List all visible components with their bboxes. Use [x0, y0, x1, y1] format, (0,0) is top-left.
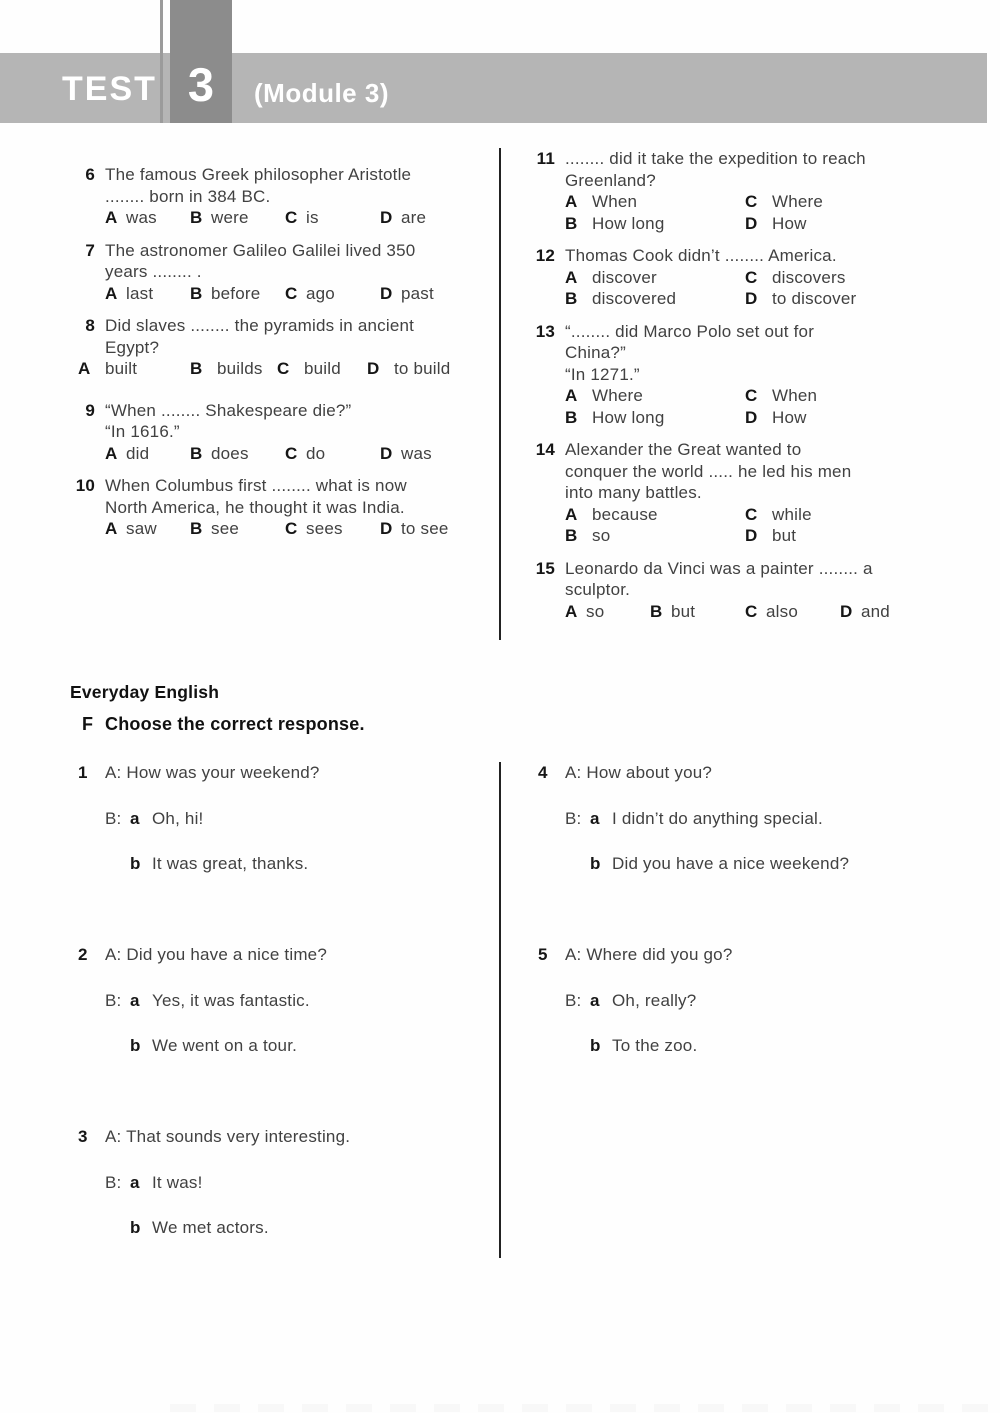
option-text: but: [671, 601, 696, 621]
speaker-b-label: B:: [105, 990, 122, 1010]
grammar-right-column: [520, 148, 990, 633]
question-number: 8: [85, 316, 95, 335]
question-text: years ........ .: [105, 262, 202, 281]
option-a[interactable]: [565, 385, 745, 407]
option-letter: B: [190, 443, 203, 463]
option-a[interactable]: [565, 191, 745, 213]
answer-options: [105, 518, 497, 540]
option-letter: C: [285, 519, 298, 538]
option-d[interactable]: [745, 407, 990, 429]
option-b[interactable]: [190, 358, 277, 380]
option-b[interactable]: [565, 213, 745, 235]
option-d[interactable]: [380, 518, 449, 540]
item-number: 4: [538, 763, 548, 782]
exercise-letter: F: [82, 714, 94, 734]
question-11: [520, 148, 990, 234]
question-text: “In 1616.”: [105, 422, 180, 441]
option-text: was: [401, 443, 432, 463]
option-letter: B: [565, 526, 578, 545]
option-letter: C: [745, 504, 758, 524]
option-letter: B: [565, 407, 578, 427]
question-text: ........ did it take the expedition to reach: [565, 149, 866, 168]
question-number: 9: [85, 400, 95, 420]
option-c[interactable]: [285, 207, 380, 229]
item-number: 5: [538, 945, 548, 964]
question-text: conquer the world ..... he led his men: [565, 461, 852, 481]
response-b-letter[interactable]: b: [130, 854, 141, 873]
question-number: 10: [75, 476, 95, 495]
option-c[interactable]: [745, 504, 990, 526]
option-letter: B: [650, 601, 663, 621]
question-8: [60, 315, 497, 380]
scan-artifact: [170, 1404, 990, 1412]
option-letter: A: [565, 504, 578, 524]
option-text: are: [401, 208, 427, 227]
question-number: 12: [535, 246, 555, 265]
option-text: and: [861, 601, 890, 621]
option-text: last: [126, 283, 154, 303]
option-text: to build: [394, 359, 451, 378]
option-text: ago: [306, 283, 335, 303]
option-text: because: [592, 504, 658, 524]
option-text: so: [586, 601, 605, 621]
response-a-text[interactable]: Oh, really?: [612, 990, 697, 1010]
option-letter: C: [745, 267, 758, 287]
answer-options: [78, 358, 497, 380]
option-letter: D: [840, 601, 853, 621]
option-b[interactable]: [565, 288, 745, 310]
question-number: 15: [535, 558, 555, 578]
question-15: [520, 558, 990, 623]
option-text: while: [772, 504, 812, 524]
option-c[interactable]: [745, 191, 990, 213]
option-a[interactable]: [105, 283, 190, 305]
dialogue-item-3: [78, 1126, 518, 1263]
option-text: sees: [306, 519, 343, 538]
option-text: see: [211, 519, 240, 538]
response-b-text[interactable]: We met actors.: [152, 1218, 269, 1237]
option-d[interactable]: [745, 288, 990, 310]
response-b-letter[interactable]: b: [590, 854, 601, 873]
option-text: How: [772, 213, 807, 233]
option-c[interactable]: [285, 283, 380, 305]
option-letter: C: [745, 192, 758, 211]
option-text: past: [401, 283, 434, 303]
speaker-b-label: B:: [565, 808, 582, 828]
option-text: before: [211, 283, 261, 303]
dialogue-item-5: [538, 944, 978, 1081]
module-label: (Module 3): [254, 78, 389, 108]
option-text: discover: [592, 267, 657, 287]
option-c[interactable]: [745, 385, 990, 407]
response-a-letter[interactable]: a: [590, 808, 600, 828]
test-label: TEST: [62, 70, 157, 108]
option-letter: B: [190, 519, 203, 538]
option-text: did: [126, 443, 150, 463]
option-letter: A: [105, 519, 118, 538]
option-text: When: [592, 192, 638, 211]
option-text: was: [126, 208, 157, 227]
response-a-letter[interactable]: a: [590, 990, 600, 1010]
speaker-a-line: A: How about you?: [565, 763, 713, 782]
option-letter: A: [78, 359, 91, 378]
question-text: Leonardo da Vinci was a painter ........ a: [565, 558, 873, 578]
column-divider-top: [499, 148, 501, 640]
question-text: Greenland?: [565, 170, 656, 190]
question-12: [520, 245, 990, 310]
response-b-text[interactable]: It was great, thanks.: [152, 854, 309, 873]
option-b[interactable]: [190, 518, 285, 540]
response-b-text[interactable]: We went on a tour.: [152, 1036, 298, 1055]
response-a-text[interactable]: Yes, it was fantastic.: [152, 990, 310, 1010]
answer-options: [105, 443, 497, 465]
option-d[interactable]: [745, 525, 990, 547]
question-number: 14: [535, 440, 555, 459]
option-a[interactable]: [105, 518, 190, 540]
option-text: When: [772, 386, 818, 405]
response-a-text[interactable]: It was!: [152, 1172, 203, 1192]
question-14: [520, 439, 990, 547]
question-9: [60, 400, 497, 465]
option-letter: A: [565, 192, 578, 211]
dialogue-item-4: [538, 762, 978, 899]
question-text: The famous Greek philosopher Aristotle: [105, 165, 412, 184]
option-a[interactable]: [78, 358, 190, 380]
option-a[interactable]: [565, 504, 745, 526]
option-text: is: [306, 208, 319, 227]
option-text: build: [304, 359, 341, 378]
response-a-letter[interactable]: a: [130, 1172, 140, 1192]
dialogue-item-2: [78, 944, 518, 1081]
option-letter: C: [285, 443, 298, 463]
question-text: into many battles.: [565, 483, 702, 502]
option-b[interactable]: [650, 601, 745, 623]
option-c[interactable]: [285, 443, 380, 465]
question-number: 7: [85, 240, 95, 260]
exercise-rubric: [82, 714, 365, 735]
option-letter: D: [745, 526, 758, 545]
option-b[interactable]: [190, 443, 285, 465]
option-text: but: [772, 526, 797, 545]
question-text: Alexander the Great wanted to: [565, 440, 802, 459]
option-text: were: [211, 208, 249, 227]
option-text: Where: [772, 192, 824, 211]
option-letter: A: [105, 208, 118, 227]
option-letter: B: [565, 213, 578, 233]
speaker-a-line: A: That sounds very interesting.: [105, 1127, 351, 1146]
item-number: 2: [78, 945, 88, 964]
option-text: How long: [592, 213, 665, 233]
exercise-title: Choose the correct response.: [105, 714, 365, 734]
option-b[interactable]: [565, 407, 745, 429]
question-6: [60, 164, 497, 229]
response-b-text[interactable]: Did you have a nice weekend?: [612, 854, 850, 873]
answer-options: [565, 601, 990, 623]
question-text: “........ did Marco Polo set out for: [565, 321, 815, 341]
test-number: 3: [187, 58, 215, 111]
speaker-a-line: A: Where did you go?: [565, 945, 733, 964]
option-text: so: [592, 526, 611, 545]
speaker-a-line: A: How was your weekend?: [105, 763, 320, 782]
option-letter: B: [190, 208, 203, 227]
response-b-letter[interactable]: b: [130, 1036, 141, 1055]
speaker-b-label: B:: [565, 990, 582, 1010]
option-letter: D: [745, 407, 758, 427]
question-text: The astronomer Galileo Galilei lived 350: [105, 240, 416, 260]
option-d[interactable]: [380, 283, 434, 305]
option-text: do: [306, 443, 326, 463]
option-c[interactable]: [745, 267, 990, 289]
response-b-text[interactable]: To the zoo.: [612, 1036, 698, 1055]
option-a[interactable]: [105, 443, 190, 465]
option-b[interactable]: [565, 525, 745, 547]
option-letter: D: [367, 359, 380, 378]
question-text: “In 1271.”: [565, 364, 640, 384]
option-letter: D: [380, 443, 393, 463]
grammar-left-column: [60, 164, 497, 551]
option-d[interactable]: [380, 207, 426, 229]
section-heading: Everyday English: [70, 682, 220, 702]
answer-options: [105, 207, 497, 229]
option-letter: C: [745, 601, 758, 621]
dialogue-item-1: [78, 762, 518, 899]
option-letter: A: [105, 443, 118, 463]
option-d[interactable]: [745, 213, 990, 235]
option-letter: D: [380, 519, 393, 538]
question-text: China?”: [565, 343, 626, 362]
option-text: saw: [126, 519, 157, 538]
answer-options: [105, 283, 497, 305]
option-letter: C: [277, 359, 290, 378]
response-a-text[interactable]: I didn’t do anything special.: [612, 808, 823, 828]
option-text: How: [772, 407, 807, 427]
question-number: 13: [535, 321, 555, 341]
response-a-text[interactable]: Oh, hi!: [152, 808, 204, 828]
option-letter: D: [745, 213, 758, 233]
question-text: sculptor.: [565, 580, 631, 599]
option-d[interactable]: [367, 358, 450, 380]
header-tab-divider: [160, 0, 163, 123]
option-letter: C: [285, 208, 298, 227]
question-13: [520, 321, 990, 429]
response-a-letter[interactable]: a: [130, 808, 140, 828]
option-letter: A: [565, 386, 578, 405]
option-d[interactable]: [380, 443, 432, 465]
option-text: built: [105, 359, 138, 378]
option-a[interactable]: [105, 207, 190, 229]
option-text: discovers: [772, 267, 846, 287]
option-b[interactable]: [190, 283, 285, 305]
option-b[interactable]: [190, 207, 285, 229]
option-letter: B: [190, 283, 203, 303]
question-text: ........ born in 384 BC.: [105, 186, 271, 206]
option-a[interactable]: [565, 267, 745, 289]
option-letter: A: [565, 601, 578, 621]
option-letter: B: [190, 359, 203, 378]
response-a-letter[interactable]: a: [130, 990, 140, 1010]
option-text: to see: [401, 519, 449, 538]
question-text: When Columbus first ........ what is now: [105, 476, 407, 495]
response-b-letter[interactable]: b: [130, 1218, 141, 1237]
option-letter: A: [105, 283, 118, 303]
option-text: How long: [592, 407, 665, 427]
option-text: builds: [217, 359, 263, 378]
answer-options: [565, 504, 990, 547]
question-text: “When ........ Shakespeare die?”: [105, 400, 352, 420]
option-text: Where: [592, 386, 644, 405]
option-c[interactable]: [745, 601, 840, 623]
option-letter: B: [565, 289, 578, 308]
item-number: 3: [78, 1127, 88, 1146]
speaker-a-line: A: Did you have a nice time?: [105, 945, 327, 964]
option-text: discovered: [592, 289, 677, 308]
option-letter: A: [565, 267, 578, 287]
question-text: North America, he thought it was India.: [105, 497, 405, 517]
option-letter: D: [380, 283, 393, 303]
question-text: Egypt?: [105, 337, 160, 357]
speaker-b-label: B:: [105, 1172, 122, 1192]
option-letter: D: [380, 208, 393, 227]
option-a[interactable]: [565, 601, 650, 623]
answer-options: [565, 191, 990, 234]
question-7: [60, 240, 497, 305]
item-number: 1: [78, 763, 88, 782]
question-text: Did slaves ........ the pyramids in ancient: [105, 316, 415, 335]
option-letter: C: [745, 386, 758, 405]
question-10: [60, 475, 497, 540]
question-number: 6: [85, 165, 95, 184]
option-d[interactable]: [840, 601, 890, 623]
answer-options: [565, 385, 990, 428]
question-text: Thomas Cook didn’t ........ America.: [565, 246, 837, 265]
option-text: does: [211, 443, 249, 463]
option-letter: D: [745, 289, 758, 308]
option-text: to discover: [772, 289, 857, 308]
question-number: 11: [536, 149, 555, 168]
option-c[interactable]: [285, 518, 380, 540]
answer-options: [565, 267, 990, 310]
response-b-letter[interactable]: b: [590, 1036, 601, 1055]
option-c[interactable]: [277, 358, 367, 380]
option-text: also: [766, 601, 798, 621]
option-letter: C: [285, 283, 298, 303]
speaker-b-label: B:: [105, 808, 122, 828]
